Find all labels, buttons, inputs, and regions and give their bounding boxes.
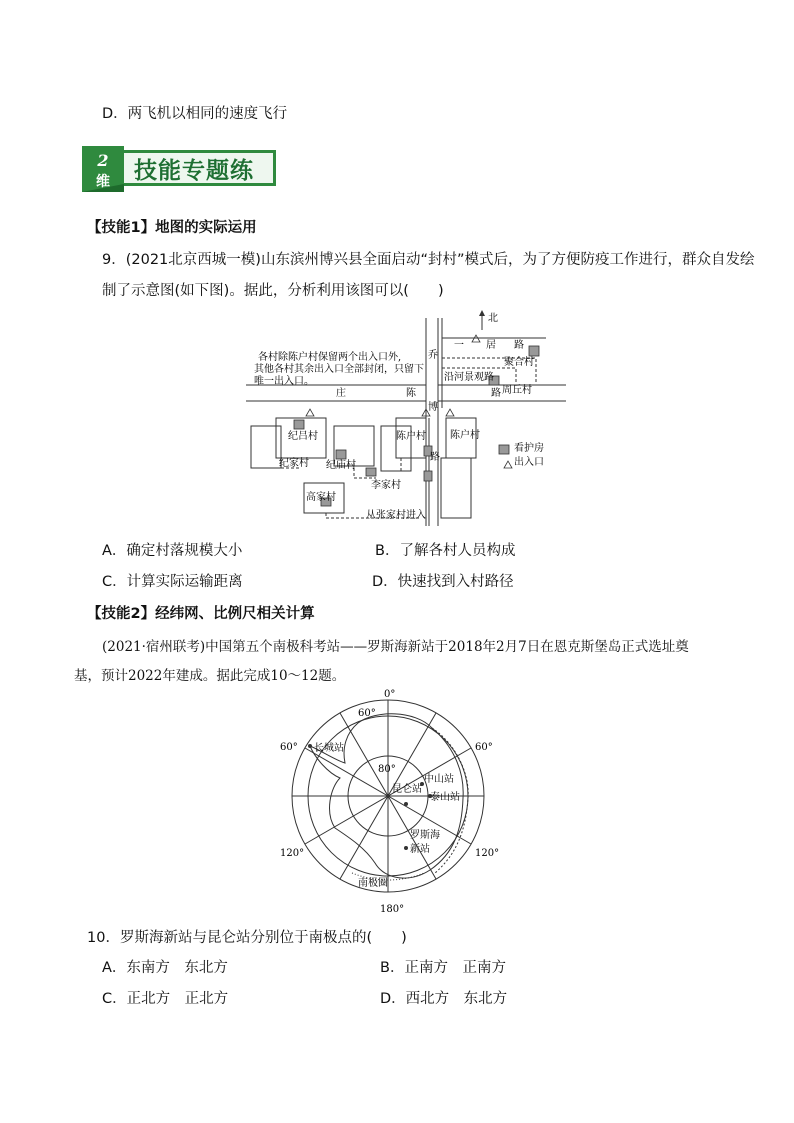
q9-option-b[interactable]: B．了解各村人员构成	[375, 543, 516, 559]
road-ju: 居	[486, 340, 496, 351]
road-lu3: 路	[430, 452, 440, 463]
skill2-intro-2: 基，预计2022年建成。据此完成10～12题。	[74, 668, 346, 684]
village-map	[246, 308, 566, 526]
lon-0: 0°	[384, 689, 396, 700]
village-chenhu-2: 陈户村	[450, 430, 480, 441]
q10-option-a[interactable]: A．东南方 东北方	[102, 960, 228, 976]
road-lu2: 路	[491, 388, 501, 399]
station-kunlun: 昆仑站	[392, 784, 422, 795]
road-bo: 博	[428, 402, 438, 413]
map-note-3: 唯一出入口。	[254, 376, 314, 387]
skill2-intro-1: (2021·宿州联考)中国第五个南极科考站——罗斯海新站于2018年2月7日在恩克斯堡岛正式选址奠	[102, 639, 689, 655]
lon-120-right: 120°	[475, 848, 500, 859]
legend-guard: 看护房	[514, 443, 544, 454]
village-gaojia: 高家村	[306, 492, 336, 503]
road-yi: 一	[454, 340, 464, 351]
q9-option-d[interactable]: D．快速找到入村路径	[372, 574, 514, 590]
q9-line2: 制了示意图(如下图)。据此，分析利用该图可以( )	[102, 283, 444, 299]
map-note-2: 其他各村其余出入口全部封闭，只留下	[254, 364, 424, 375]
q9-option-c[interactable]: C．计算实际运输距离	[102, 574, 243, 590]
road-chen: 陈	[406, 388, 416, 399]
station-taishan: 泰山站	[430, 792, 460, 803]
lon-180: 180°	[380, 904, 405, 915]
banner-title: 技能专题练	[134, 158, 254, 184]
map-north: 北	[488, 313, 498, 324]
station-rosssea-1: 罗斯海	[410, 830, 440, 841]
antarctic-polar-map	[280, 688, 510, 916]
skill2-heading: 【技能2】经纬网、比例尺相关计算	[87, 606, 315, 622]
village-jimiao: 纪庙村	[326, 460, 356, 471]
lon-120-left: 120°	[280, 848, 305, 859]
antarctic-circle: 南极圈	[358, 878, 388, 889]
station-zhongshan: 中山站	[424, 774, 454, 785]
road-xiaojian: 沿河景观路	[444, 372, 494, 383]
legend-exit: 出入口	[514, 457, 544, 468]
q9-line1: 9．(2021北京西城一模)山东滨州博兴县全面启动“封村”模式后，为了方便防疫工作进行，群众自发绘	[102, 252, 755, 268]
village-jijia: 纪家村	[279, 458, 309, 469]
village-lijia: 李家村	[371, 480, 401, 491]
q10-option-c[interactable]: C．正北方 正北方	[102, 991, 229, 1007]
lon-60-right: 60°	[475, 742, 493, 753]
map-note-1: 各村除陈户村保留两个出入口外,	[258, 352, 402, 363]
lon-60-left: 60°	[280, 742, 298, 753]
skill1-heading: 【技能1】地图的实际运用	[87, 220, 257, 236]
road-zhuang: 庄	[336, 388, 346, 399]
village-zhouqiu: 周丘村	[502, 385, 532, 396]
station-rosssea-2: 新站	[410, 844, 430, 855]
q9-option-a[interactable]: A．确定村落规模大小	[102, 543, 243, 559]
q10-stem: 10．罗斯海新站与昆仑站分别位于南极点的( )	[87, 930, 407, 946]
q10-option-b[interactable]: B．正南方 正南方	[380, 960, 506, 976]
road-qiao: 乔	[428, 350, 438, 361]
badge-char: 维	[96, 174, 110, 190]
q10-option-d[interactable]: D．西北方 东北方	[380, 991, 508, 1007]
section-badge	[82, 146, 124, 192]
village-chenhu-1: 陈户村	[396, 431, 426, 442]
badge-number: 2	[97, 151, 109, 170]
village-juhe: 聚合村	[504, 357, 534, 368]
prev-option-d: D．两飞机以相同的速度飞行	[102, 106, 288, 122]
lat-80: 80°	[378, 764, 396, 775]
road-lu: 路	[514, 340, 524, 351]
village-jilv: 纪吕村	[288, 431, 318, 442]
from-zhang: 从张家村进入	[366, 510, 426, 521]
station-changcheng: 长城站	[314, 743, 344, 754]
lon-60-tl: 60°	[358, 708, 376, 719]
